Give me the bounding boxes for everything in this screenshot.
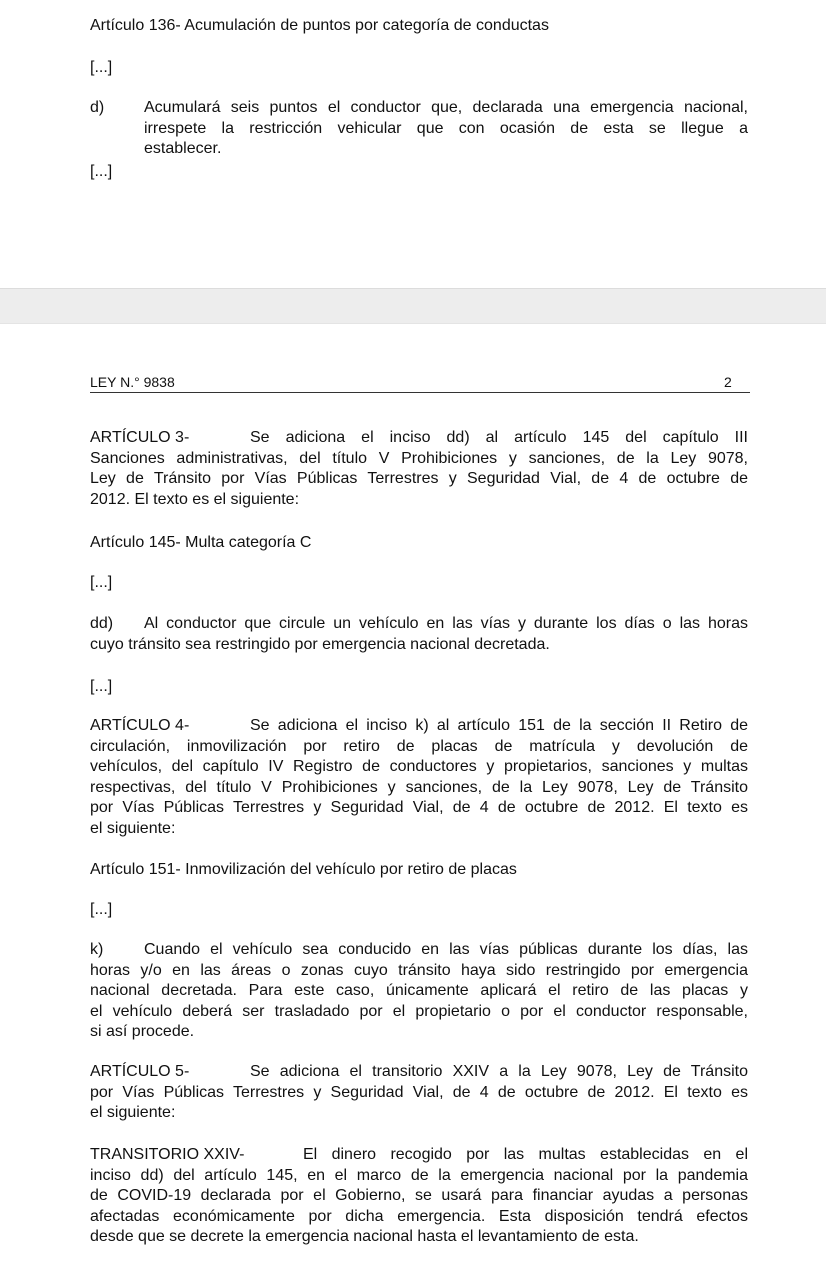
- text-line: el vehículo deberá ser trasladado por el propietario o por el conductor responsable,: [90, 1002, 748, 1020]
- article-3: [90, 428, 748, 510]
- text-line: Ley de Tránsito por Vías Públicas Terrestres y Seguridad Vial, de 4 de octubre de: [90, 470, 748, 487]
- ellipsis: [...]: [90, 901, 113, 918]
- item-k: [90, 940, 748, 1043]
- text-line: respectivas, del título V Prohibiciones y sanciones, de la Ley 9078, Ley de Tránsito: [90, 778, 748, 796]
- article-5: [90, 1062, 748, 1124]
- text-line: [90, 428, 748, 449]
- header-law-number: LEY N.° 9838: [90, 374, 175, 390]
- page-separator: [0, 288, 826, 324]
- text-line: Al conductor que circule un vehículo en las vías y durante los días o las horas: [144, 615, 748, 632]
- article-3-heading: ARTÍCULO 3-: [90, 429, 190, 446]
- text-line: afectadas económicamente por dicha emergencia. Esta disposición tendrá efectos: [90, 1207, 748, 1225]
- item-dd-label: dd): [90, 615, 114, 632]
- text-line: Se adiciona el inciso dd) al artículo 145 del capítulo III: [250, 429, 748, 446]
- text-line: desde que se decrete la emergencia nacional hasta el levantamiento de esta.: [90, 1228, 639, 1245]
- ellipsis: [...]: [90, 59, 113, 76]
- article-5-heading: ARTÍCULO 5-: [90, 1063, 190, 1080]
- text-line: circulación, inmovilización por retiro de placas de matrícula y devolución de: [90, 737, 748, 755]
- text-line: [90, 940, 748, 961]
- text-line: [90, 716, 748, 737]
- text-line: [90, 1145, 748, 1166]
- text-line: Acumulará seis puntos el conductor que, declarada una emergencia nacional,: [144, 99, 748, 116]
- item-k-label: k): [90, 941, 104, 958]
- article-4-heading: ARTÍCULO 4-: [90, 717, 190, 734]
- text-line: Cuando el vehículo sea conducido en las vías públicas durante los días, las: [144, 941, 748, 958]
- ellipsis: [...]: [90, 678, 113, 695]
- text-line: el siguiente:: [90, 819, 176, 837]
- transitorio-xxiv: [90, 1145, 748, 1248]
- text-line: inciso dd) del artículo 145, en el marco de la emergencia nacional por la pandemia: [90, 1166, 748, 1184]
- header-rule: [90, 392, 750, 393]
- text-line: 2012. El texto es el siguiente:: [90, 490, 300, 508]
- text-line: de COVID-19 declarada por el Gobierno, se usará para financiar ayudas a personas: [90, 1187, 748, 1204]
- text-line: si así procede.: [90, 1023, 195, 1040]
- text-line: establecer.: [144, 140, 222, 157]
- article-151-title: Artículo 151- Inmovilización del vehículo por retiro de placas: [90, 861, 517, 878]
- text-line: nacional decretada. Para este caso, únicamente aplicará el retiro de las placas y: [90, 982, 748, 999]
- text-line: cuyo tránsito sea restringido por emergencia nacional decretada.: [90, 635, 550, 653]
- item-d-label: d): [90, 99, 105, 116]
- article-145-title: Artículo 145- Multa categoría C: [90, 534, 312, 551]
- text-line: por Vías Públicas Terrestres y Seguridad Vial, de 4 de octubre de 2012. El texto es: [90, 1083, 748, 1101]
- text-line: irrespete la restricción vehicular que con ocasión de esta se llegue a: [144, 119, 748, 137]
- text-line: [90, 614, 748, 635]
- text-line: Sanciones administrativas, del título V Prohibiciones y sanciones, de la Ley 9078,: [90, 449, 748, 467]
- text-line: Se adiciona el transitorio XXIV a la Ley 9078, Ley de Tránsito: [250, 1063, 748, 1080]
- text-line: por Vías Públicas Terrestres y Seguridad Vial, de 4 de octubre de 2012. El texto es: [90, 799, 748, 816]
- text-line: El dinero recogido por las multas establecidas en el: [303, 1146, 748, 1163]
- article-136-title: Artículo 136- Acumulación de puntos por categoría de conductas: [90, 17, 549, 34]
- item-dd: [90, 614, 748, 655]
- item-d-text: [144, 98, 748, 160]
- header-page-number: 2: [724, 374, 732, 390]
- ellipsis: [...]: [90, 574, 113, 591]
- ellipsis: [...]: [90, 163, 113, 180]
- text-line: el siguiente:: [90, 1104, 176, 1121]
- text-line: horas y/o en las áreas o zonas cuyo tránsito haya sido restringido por emergencia: [90, 961, 748, 979]
- text-line: vehículos, del capítulo IV Registro de conductores y propietarios, sanciones y multas: [90, 758, 748, 775]
- text-line: [90, 1062, 748, 1083]
- transitorio-heading: TRANSITORIO XXIV-: [90, 1146, 245, 1163]
- article-4: [90, 716, 748, 839]
- text-line: Se adiciona el inciso k) al artículo 151 de la sección II Retiro de: [250, 717, 748, 734]
